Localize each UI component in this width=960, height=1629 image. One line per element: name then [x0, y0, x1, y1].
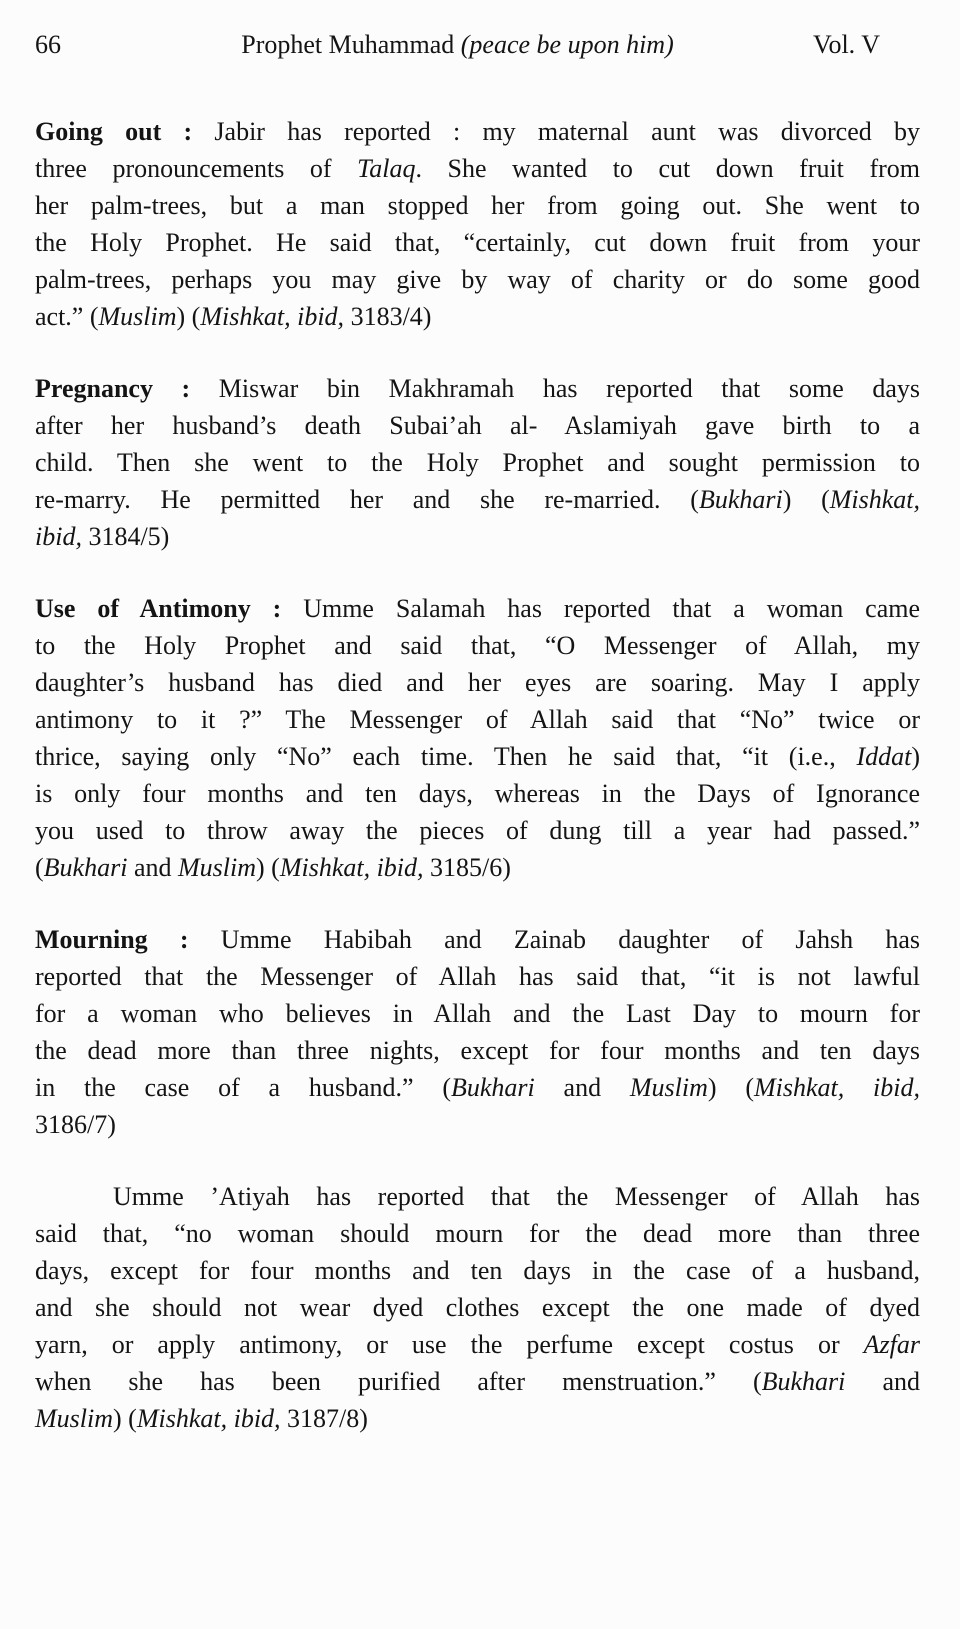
- body-text: and she should not wear dyed clothes except the one made of dyed: [35, 1293, 920, 1322]
- body-text: 3186/7): [35, 1110, 116, 1139]
- body-text: said that, “no woman should mourn for the dead more than three: [35, 1219, 920, 1248]
- text-line: [35, 187, 920, 224]
- text-line: [35, 995, 920, 1032]
- body-text: and: [534, 1073, 630, 1102]
- italic-text: Talaq: [357, 154, 416, 183]
- text-line: [35, 921, 920, 958]
- italic-text: Muslim: [35, 1404, 113, 1433]
- section-heading: Use of Antimony :: [35, 594, 304, 623]
- text-line: [35, 1178, 920, 1215]
- body-text: 3185/6): [423, 853, 511, 882]
- body-text: Umme Salamah has reported that a woman came: [303, 594, 921, 623]
- body-text: and: [845, 1367, 920, 1396]
- body-text: ) (: [176, 302, 201, 331]
- body-text: thrice, saying only “No” each time. Then he said that, “it (i.e.,: [35, 742, 857, 771]
- paragraph: [35, 370, 920, 555]
- body-text: ) (: [707, 1073, 754, 1102]
- text-line: [35, 1289, 920, 1326]
- body-text: 3187/8): [280, 1404, 368, 1433]
- text-line: [35, 1400, 920, 1437]
- text-line: [35, 812, 920, 849]
- body-text: Umme Habibah and Zainab daughter of Jahsh has: [220, 925, 921, 954]
- body-text: when she has been purified after menstruation.” (: [35, 1367, 762, 1396]
- italic-text: Bukhari: [43, 853, 128, 882]
- text-line: [35, 775, 920, 812]
- body-text: her palm-trees, but a man stopped her from going out. She went to: [35, 191, 920, 220]
- text-line: [35, 1326, 920, 1363]
- text-line: [35, 481, 920, 518]
- section-heading: Pregnancy :: [35, 374, 219, 403]
- body-text: in the case of a husband.” (: [35, 1073, 451, 1102]
- paragraph: [35, 590, 920, 886]
- body-text: reported that the Messenger of Allah has said that, “it is not lawful: [35, 962, 920, 991]
- body-text: to the Holy Prophet and said that, “O Messenger of Allah, my: [35, 631, 920, 660]
- section-heading: Mourning :: [35, 925, 221, 954]
- italic-text: Bukhari: [698, 485, 783, 514]
- page-title: [165, 26, 750, 63]
- body-text: you used to throw away the pieces of dung till a year had passed.”: [35, 816, 920, 845]
- volume-label: Vol. V: [813, 30, 880, 59]
- text-line: [35, 518, 920, 555]
- text-line: [35, 1106, 920, 1143]
- text-line: [35, 407, 920, 444]
- text-line: [35, 444, 920, 481]
- text-line: [35, 958, 920, 995]
- body-text: the dead more than three nights, except for four months and ten days: [35, 1036, 920, 1065]
- page-number: 66: [35, 30, 61, 59]
- italic-text: Mishkat, ibid,: [279, 853, 424, 882]
- body-text: is only four months and ten days, whereas in the Days of Ignorance: [35, 779, 920, 808]
- body-text: yarn, or apply antimony, or use the perfume except costus or: [35, 1330, 864, 1359]
- page-body: [35, 113, 920, 1437]
- body-text: for a woman who believes in Allah and the Last Day to mourn for: [35, 999, 920, 1028]
- text-line: [35, 1252, 920, 1289]
- text-line: [35, 664, 920, 701]
- body-text: Miswar bin Makhramah has reported that some days: [218, 374, 920, 403]
- text-line: [35, 738, 920, 775]
- text-line: [35, 370, 920, 407]
- italic-text: Bukhari: [451, 1073, 535, 1102]
- body-text: 3184/5): [81, 522, 170, 551]
- italic-text: Muslim: [629, 1073, 708, 1102]
- italic-text: Azfar: [863, 1330, 920, 1359]
- text-line: [35, 1215, 920, 1252]
- text-line: [35, 224, 920, 261]
- body-text: and: [127, 853, 178, 882]
- body-text: three pronouncements of: [35, 154, 358, 183]
- page-header: [35, 26, 920, 63]
- text-line: [35, 627, 920, 664]
- paragraph: [35, 921, 920, 1143]
- text-line: [35, 261, 920, 298]
- body-text: ) (: [782, 485, 830, 514]
- body-text: . She wanted to cut down fruit from: [415, 154, 920, 183]
- italic-text: Mishkat, ibid,: [754, 1073, 920, 1102]
- text-line: [35, 1032, 920, 1069]
- paragraph: [35, 1178, 920, 1437]
- body-text: ) (: [113, 1404, 137, 1433]
- body-text: 3183/4): [344, 302, 432, 331]
- italic-text: Bukhari: [761, 1367, 846, 1396]
- body-text: act.” (: [35, 302, 99, 331]
- italic-text: Muslim: [177, 853, 256, 882]
- text-line: [35, 1069, 920, 1106]
- page-title-italic: (peace be upon him): [460, 30, 674, 59]
- body-text: days, except for four months and ten days in the case of a husband,: [35, 1256, 920, 1285]
- text-line: [35, 701, 920, 738]
- body-text: ): [911, 742, 920, 771]
- italic-text: Mishkat, ibid,: [200, 302, 345, 331]
- text-line: [35, 1363, 920, 1400]
- text-line: [35, 150, 920, 187]
- italic-text: Mishkat, ibid,: [136, 1404, 281, 1433]
- italic-text: ibid,: [35, 522, 82, 551]
- text-line: [35, 590, 920, 627]
- body-text: Umme ’Atiyah has reported that the Messenger of Allah has: [113, 1182, 920, 1211]
- italic-text: Mishkat,: [829, 485, 920, 514]
- text-line: [35, 298, 920, 335]
- text-line: [35, 113, 920, 150]
- body-text: re-marry. He permitted her and she re-married. (: [35, 485, 699, 514]
- body-text: palm-trees, perhaps you may give by way of charity or do some good: [35, 265, 920, 294]
- italic-text: Muslim: [98, 302, 177, 331]
- body-text: (: [35, 853, 44, 882]
- body-text: ) (: [255, 853, 280, 882]
- paragraph: [35, 113, 920, 335]
- body-text: Jabir has reported : my maternal aunt was divorced by: [214, 117, 920, 146]
- body-text: the Holy Prophet. He said that, “certainly, cut down fruit from your: [35, 228, 920, 257]
- section-heading: Going out :: [35, 117, 215, 146]
- body-text: daughter’s husband has died and her eyes are soaring. May I apply: [35, 668, 920, 697]
- body-text: child. Then she went to the Holy Prophet and sought permission to: [35, 448, 920, 477]
- text-line: [35, 849, 920, 886]
- body-text: antimony to it ?” The Messenger of Allah said that “No” twice or: [35, 705, 920, 734]
- italic-text: Iddat: [856, 742, 912, 771]
- page-title-text: Prophet Muhammad: [241, 30, 461, 59]
- body-text: after her husband’s death Subai’ah al- Aslamiyah gave birth to a: [35, 411, 920, 440]
